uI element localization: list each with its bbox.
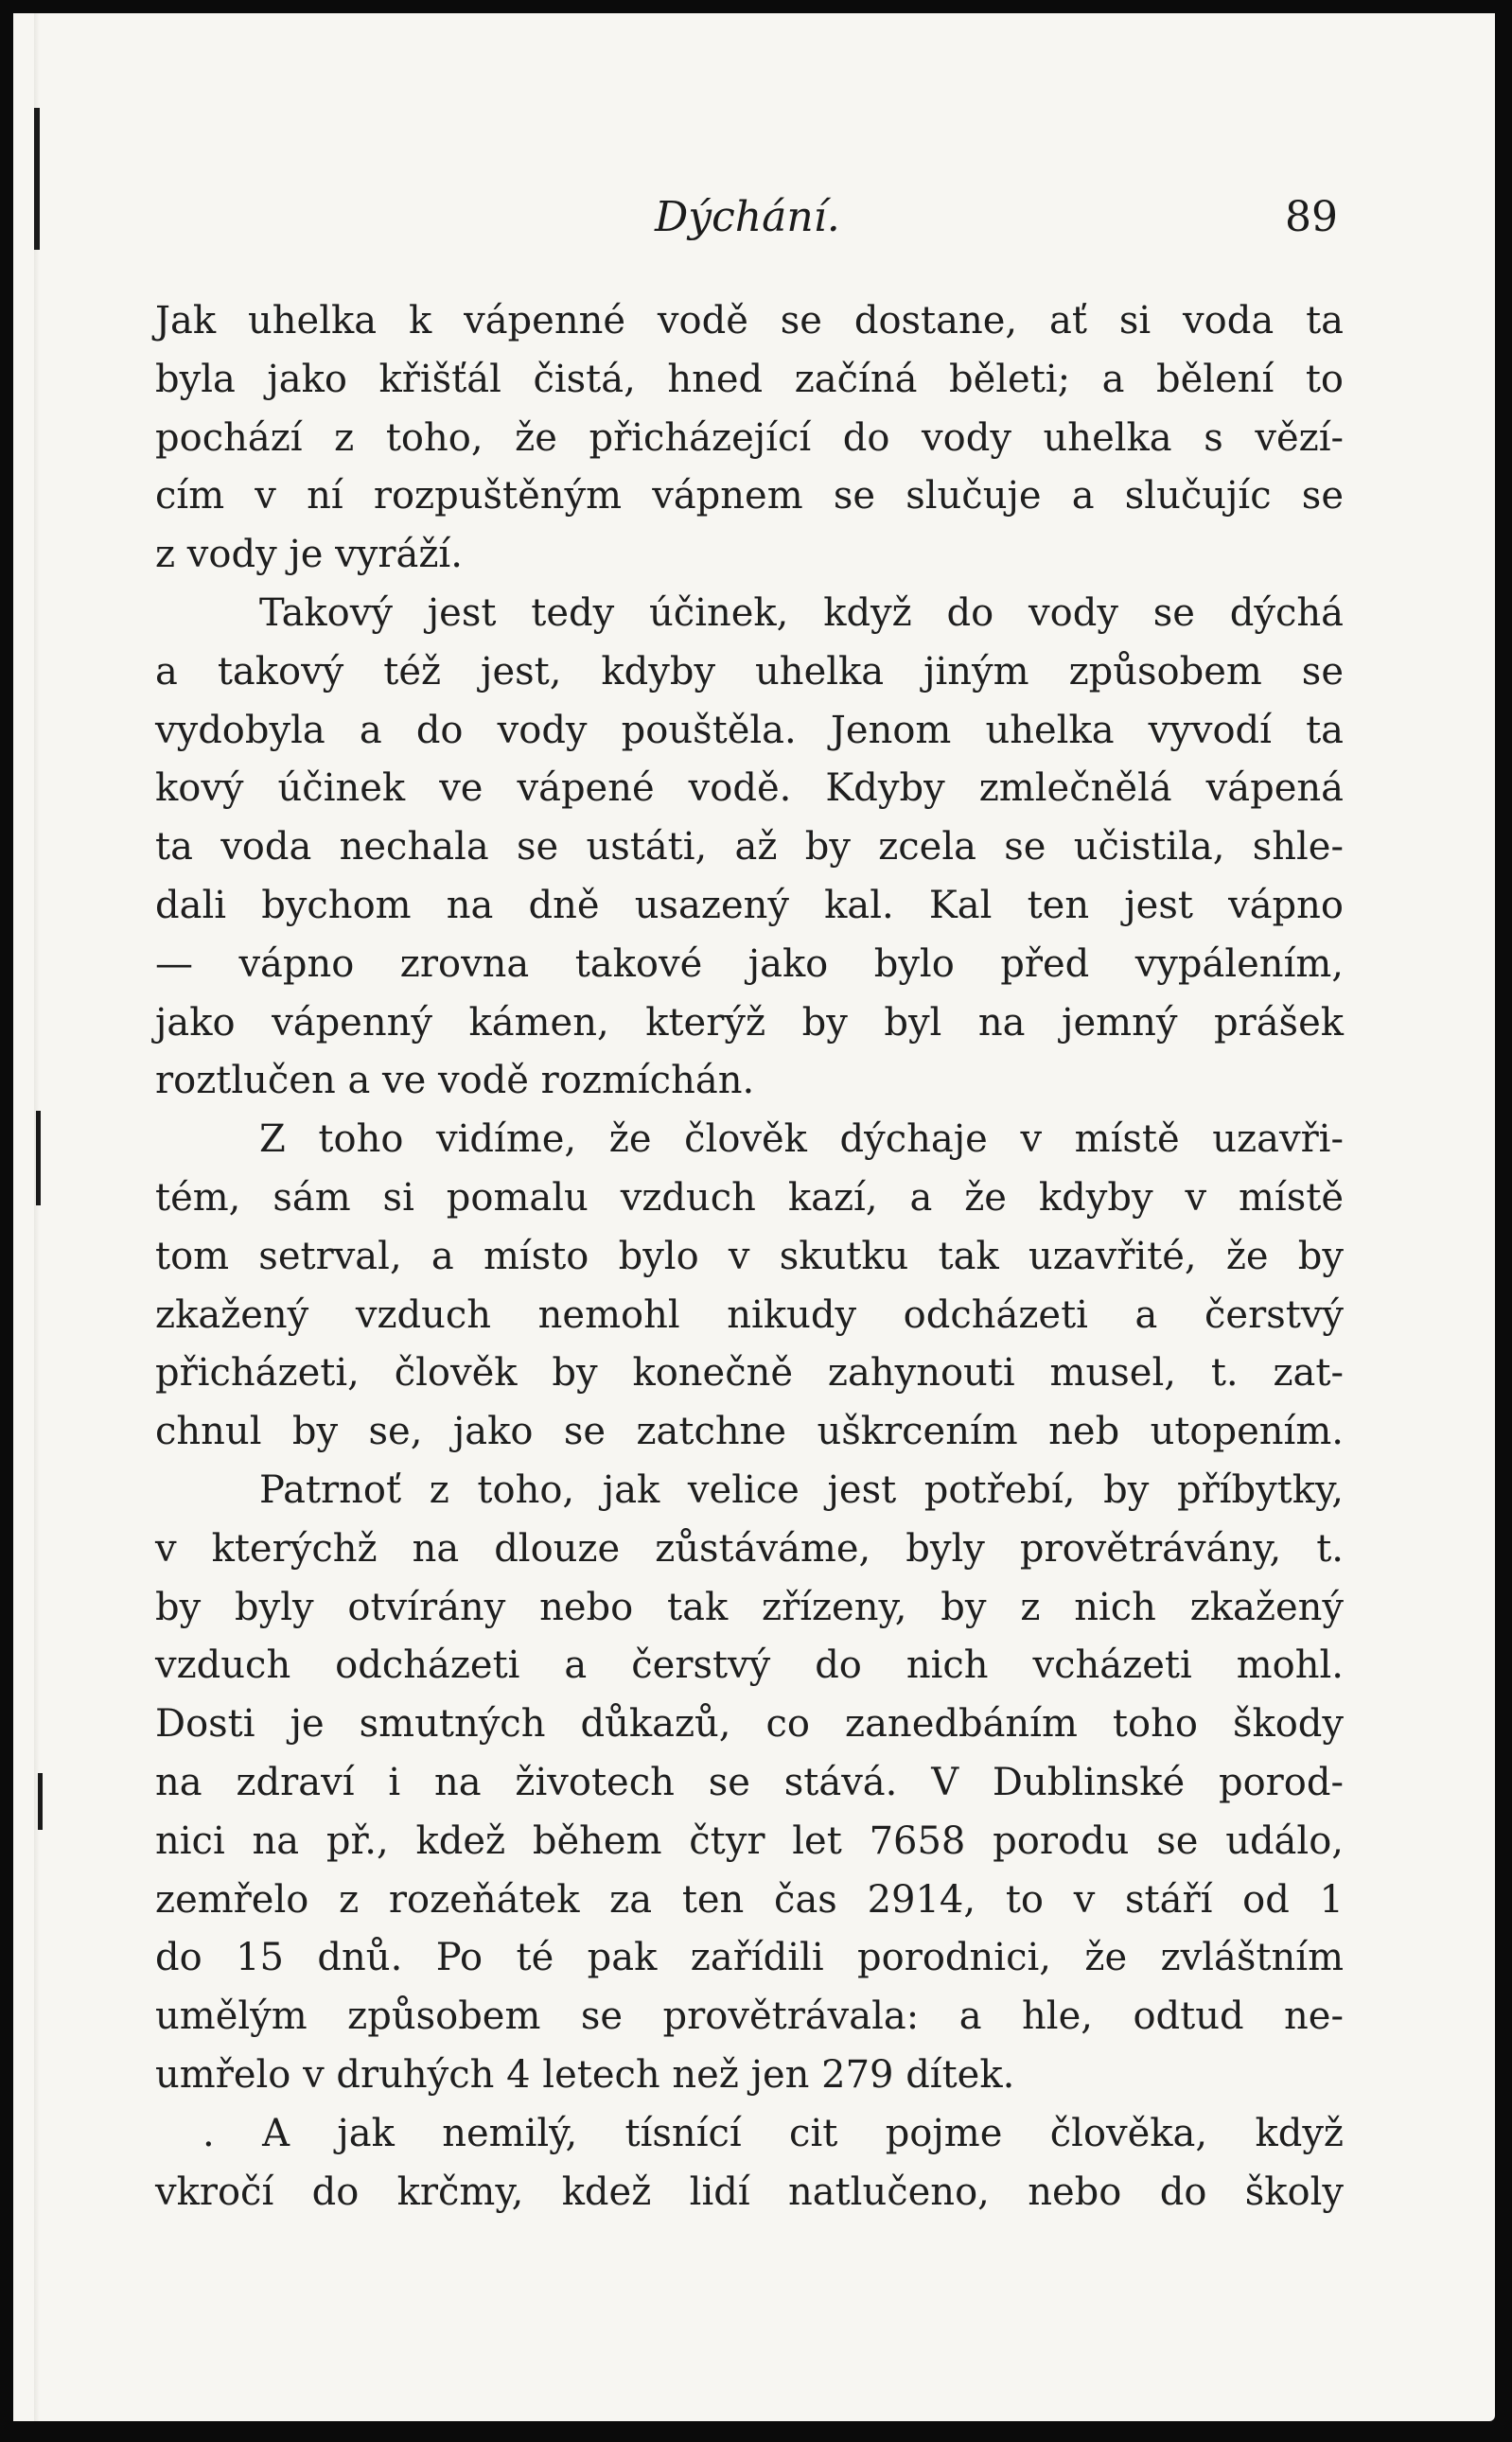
text-line: zkažený vzduch nemohl nikudy odcházeti a čerstvý bbox=[155, 1292, 1344, 1337]
text-line: Takový jest tedy účinek, když do vody se dýchá bbox=[259, 590, 1344, 635]
binding-mark bbox=[36, 1111, 41, 1205]
text-line: vkročí do krčmy, kdež lidí natlučeno, nebo do školy bbox=[155, 2170, 1344, 2214]
text-line: tom setrval, a místo bylo v skutku tak uzavřité, že by bbox=[155, 1234, 1344, 1278]
text-line: Patrnoť z toho, jak velice jest potřebí, by příbytky, bbox=[259, 1467, 1344, 1512]
text-line: vydobyla a do vody pouštěla. Jenom uhelka vyvodí ta bbox=[155, 708, 1344, 752]
running-title: Dýchání. bbox=[655, 193, 840, 241]
text-line: přicházeti, člověk by konečně zahynouti musel, t. zat- bbox=[155, 1351, 1344, 1396]
page-number: 89 bbox=[1285, 193, 1338, 241]
text-line: ta voda nechala se ustáti, až by zcela se učistila, shle- bbox=[155, 825, 1344, 870]
text-line: vzduch odcházeti a čerstvý do nich vcházeti mohl. bbox=[155, 1643, 1344, 1688]
text-line: umřelo v druhých 4 letech než jen 279 dítek. bbox=[155, 2052, 1015, 2097]
text-line: roztlučen a ve vodě rozmíchán. bbox=[155, 1059, 755, 1103]
text-line: v kterýchž na dlouze zůstáváme, byly provětrávány, t. bbox=[155, 1526, 1344, 1571]
page-header bbox=[13, 193, 1495, 259]
text-line: Z toho vidíme, že člověk dýchaje v místě uzavři- bbox=[259, 1117, 1344, 1162]
text-line: jako vápenný kámen, kterýž by byl na jemný prášek bbox=[155, 1000, 1344, 1045]
text-line: Dosti je smutných důkazů, co zanedbáním toho škody bbox=[155, 1702, 1344, 1747]
text-line: a takový též jest, kdyby uhelka jiným způsobem se bbox=[155, 649, 1344, 694]
text-line: Jak uhelka k vápenné vodě se dostane, ať si voda ta bbox=[155, 299, 1344, 343]
text-line: dali bychom na dně usazený kal. Kal ten jest vápno bbox=[155, 883, 1344, 927]
text-line: — vápno zrovna takové jako bylo před vypálením, bbox=[155, 941, 1344, 986]
text-line: . A jak nemilý, tísnící cit pojme člověka, když bbox=[202, 2111, 1344, 2155]
binding-edge bbox=[34, 13, 40, 2421]
book-page bbox=[13, 13, 1495, 2421]
text-line: pochází z toho, že přicházející do vody uhelka s vězí- bbox=[155, 415, 1344, 460]
text-line: nici na př., kdež během čtyr let 7658 porodu se událo, bbox=[155, 1818, 1344, 1863]
binding-mark bbox=[38, 1773, 43, 1830]
text-line: cím v ní rozpuštěným vápnem se slučuje a slučujíc se bbox=[155, 474, 1344, 518]
text-line: tém, sám si pomalu vzduch kazí, a že kdyby v místě bbox=[155, 1175, 1344, 1220]
text-line: kový účinek ve vápené vodě. Kdyby zmlečnělá vápená bbox=[155, 766, 1344, 811]
text-line: chnul by se, jako se zatchne uškrcením neb utopením. bbox=[155, 1410, 1344, 1454]
text-line: do 15 dnů. Po té pak zařídili porodnici, že zvláštním bbox=[155, 1936, 1344, 1980]
text-line: umělým způsobem se provětrávala: a hle, odtud ne- bbox=[155, 1994, 1344, 2039]
text-line: byla jako křišťál čistá, hned začíná běleti; a bělení to bbox=[155, 357, 1344, 401]
text-line: by byly otvírány nebo tak zřízeny, by z nich zkažený bbox=[155, 1585, 1344, 1629]
text-line: na zdraví i na životech se stává. V Dublinské porod- bbox=[155, 1760, 1344, 1804]
text-line: zemřelo z rozeňátek za ten čas 2914, to v stáří od 1 bbox=[155, 1877, 1344, 1922]
text-line: z vody je vyráží. bbox=[155, 533, 463, 577]
body-text bbox=[155, 292, 1344, 2222]
